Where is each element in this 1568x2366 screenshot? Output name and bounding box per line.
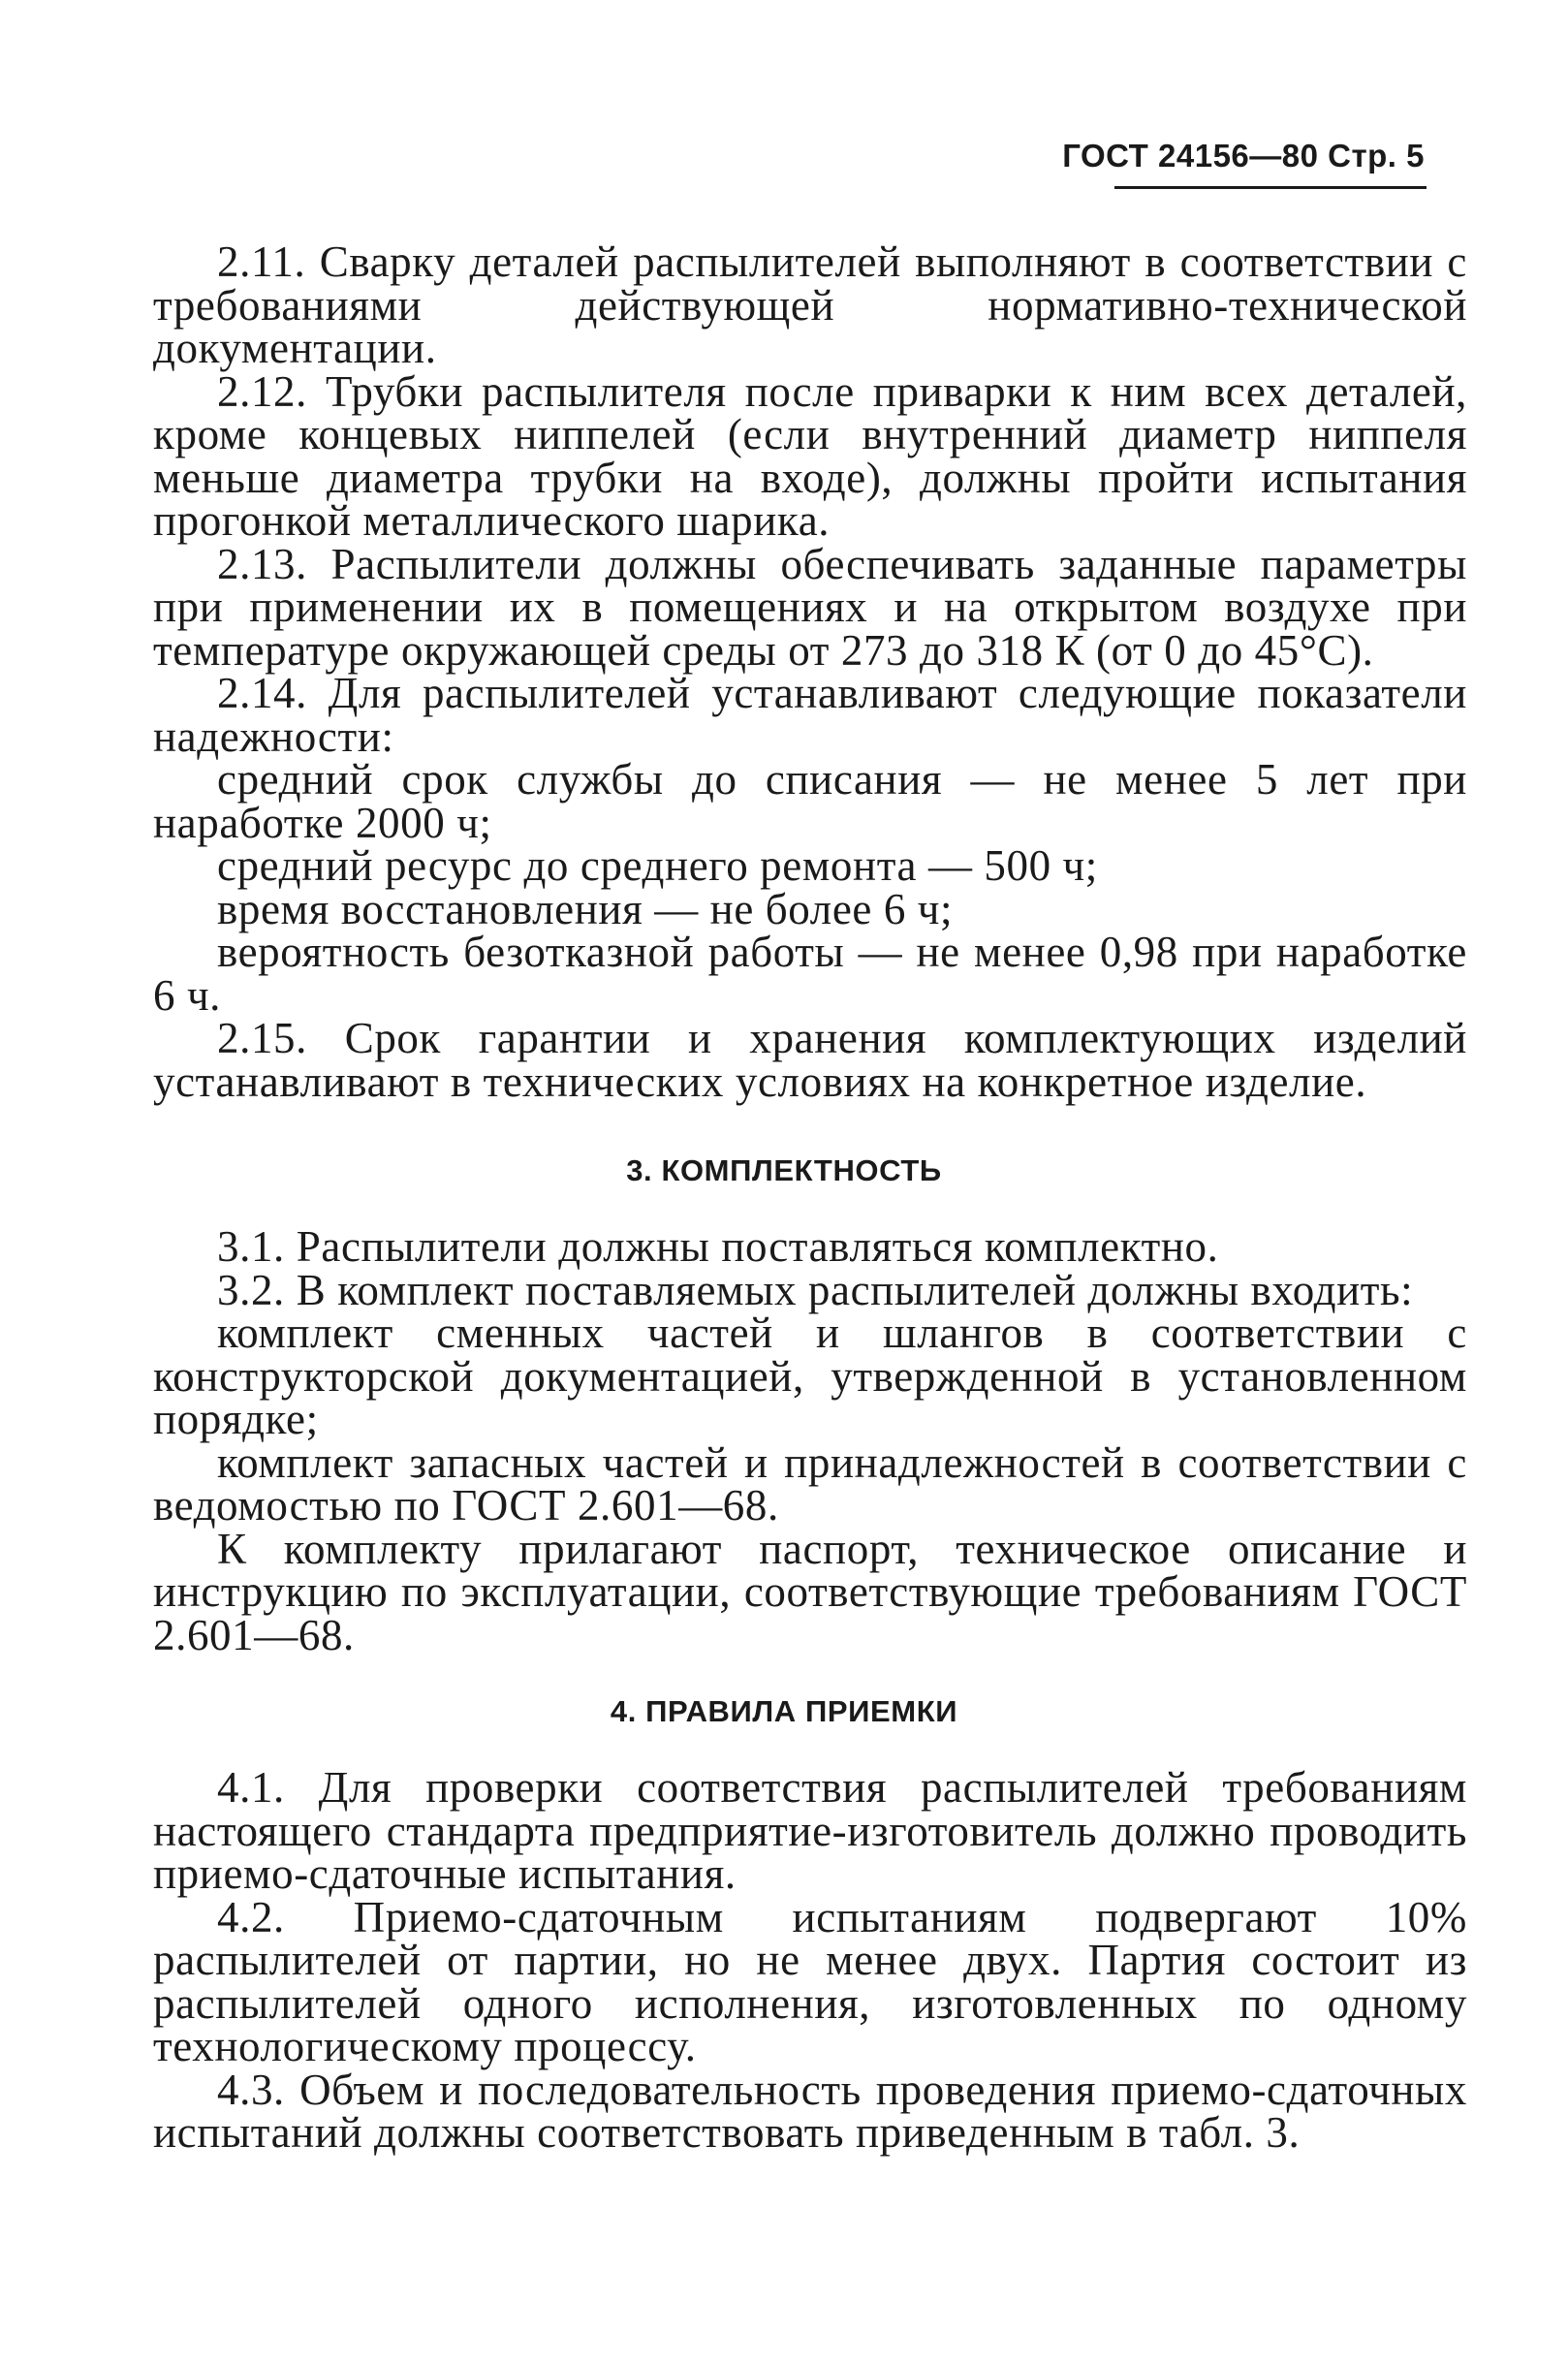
list-item-resource: средний ресурс до среднего ремонта — 500 ч; [217, 841, 1098, 890]
paragraph-3-2: 3.2. В комплект поставляемых распылителей должны входить: [217, 1265, 1414, 1314]
page-header: ГОСТ 24156—80 Стр. 5 [1062, 138, 1425, 174]
paragraph-3-attachments: К комплекту прилагают паспорт, техническое описание и инструкцию по эксплуатации, соответствующие требованиям ГОСТ 2.601—68. [153, 1524, 1467, 1659]
paragraph-2-15: 2.15. Срок гарантии и хранения комплектующих изделий устанавливают в технических условиях на конкретное изделие. [153, 1014, 1467, 1106]
paragraphs-block-4 [153, 1763, 1467, 2157]
paragraph-2-12: 2.12. Трубки распылителя после приварки к ним всех деталей, кроме концевых ниппелей (если внутренний диаметр ниппеля меньше диаметра трубки на входе), должны пройти испытания прогонкой металлического шарика. [153, 366, 1467, 545]
header-rule [1114, 186, 1427, 189]
paragraphs-block-3 [153, 1222, 1467, 1659]
paragraph-4-1: 4.1. Для проверки соответствия распылителей требованиям настоящего стандарта предприятие-изготовитель должно проводить приемо-сдаточные испытания. [153, 1763, 1467, 1898]
paragraph-3-1: 3.1. Распылители должны поставляться комплектно. [217, 1222, 1219, 1271]
paragraph-2-14: 2.14. Для распылителей устанавливают следующие показатели надежности: [153, 669, 1467, 761]
paragraph-4-2: 4.2. Приемо-сдаточным испытаниям подвергают 10% распылителей от партии, но не менее двух. Партия состоит из распылителей одного исполнения, изготовленных по одному технологическому процессу. [153, 1892, 1467, 2070]
list-item-reliability: вероятность безотказной работы — не менее 0,98 при наработке 6 ч. [153, 928, 1467, 1020]
section-3-title: 3. КОМПЛЕКТНОСТЬ [626, 1153, 942, 1187]
list-item-service-life: средний срок службы до списания — не менее 5 лет при наработке 2000 ч; [153, 755, 1467, 847]
paragraph-2-11: 2.11. Сварку деталей распылителей выполняют в соответствии с требованиями действующей нормативно-технической документации. [153, 237, 1467, 372]
list-item-accessories: комплект запасных частей и принадлежностей в соответствии с ведомостью по ГОСТ 2.601—68. [153, 1437, 1467, 1530]
list-item-spare-parts: комплект сменных частей и шлангов в соответствии с конструкторской документацией, утвержденной в установленном порядке; [153, 1309, 1467, 1443]
paragraph-2-13: 2.13. Распылители должны обеспечивать заданные параметры при применении их в помещениях и на открытом воздухе при температуре окружающей среды от 273 до 318 К (от 0 до 45°С). [153, 539, 1467, 675]
paragraph-4-3: 4.3. Объем и последовательность проведения приемо-сдаточных испытаний должны соответствовать приведенным в табл. 3. [153, 2065, 1467, 2157]
section-4-title: 4. ПРАВИЛА ПРИЕМКИ [610, 1694, 958, 1728]
list-item-recovery-time: время восстановления — не более 6 ч; [217, 884, 954, 933]
paragraphs-block-2 [153, 237, 1467, 1106]
